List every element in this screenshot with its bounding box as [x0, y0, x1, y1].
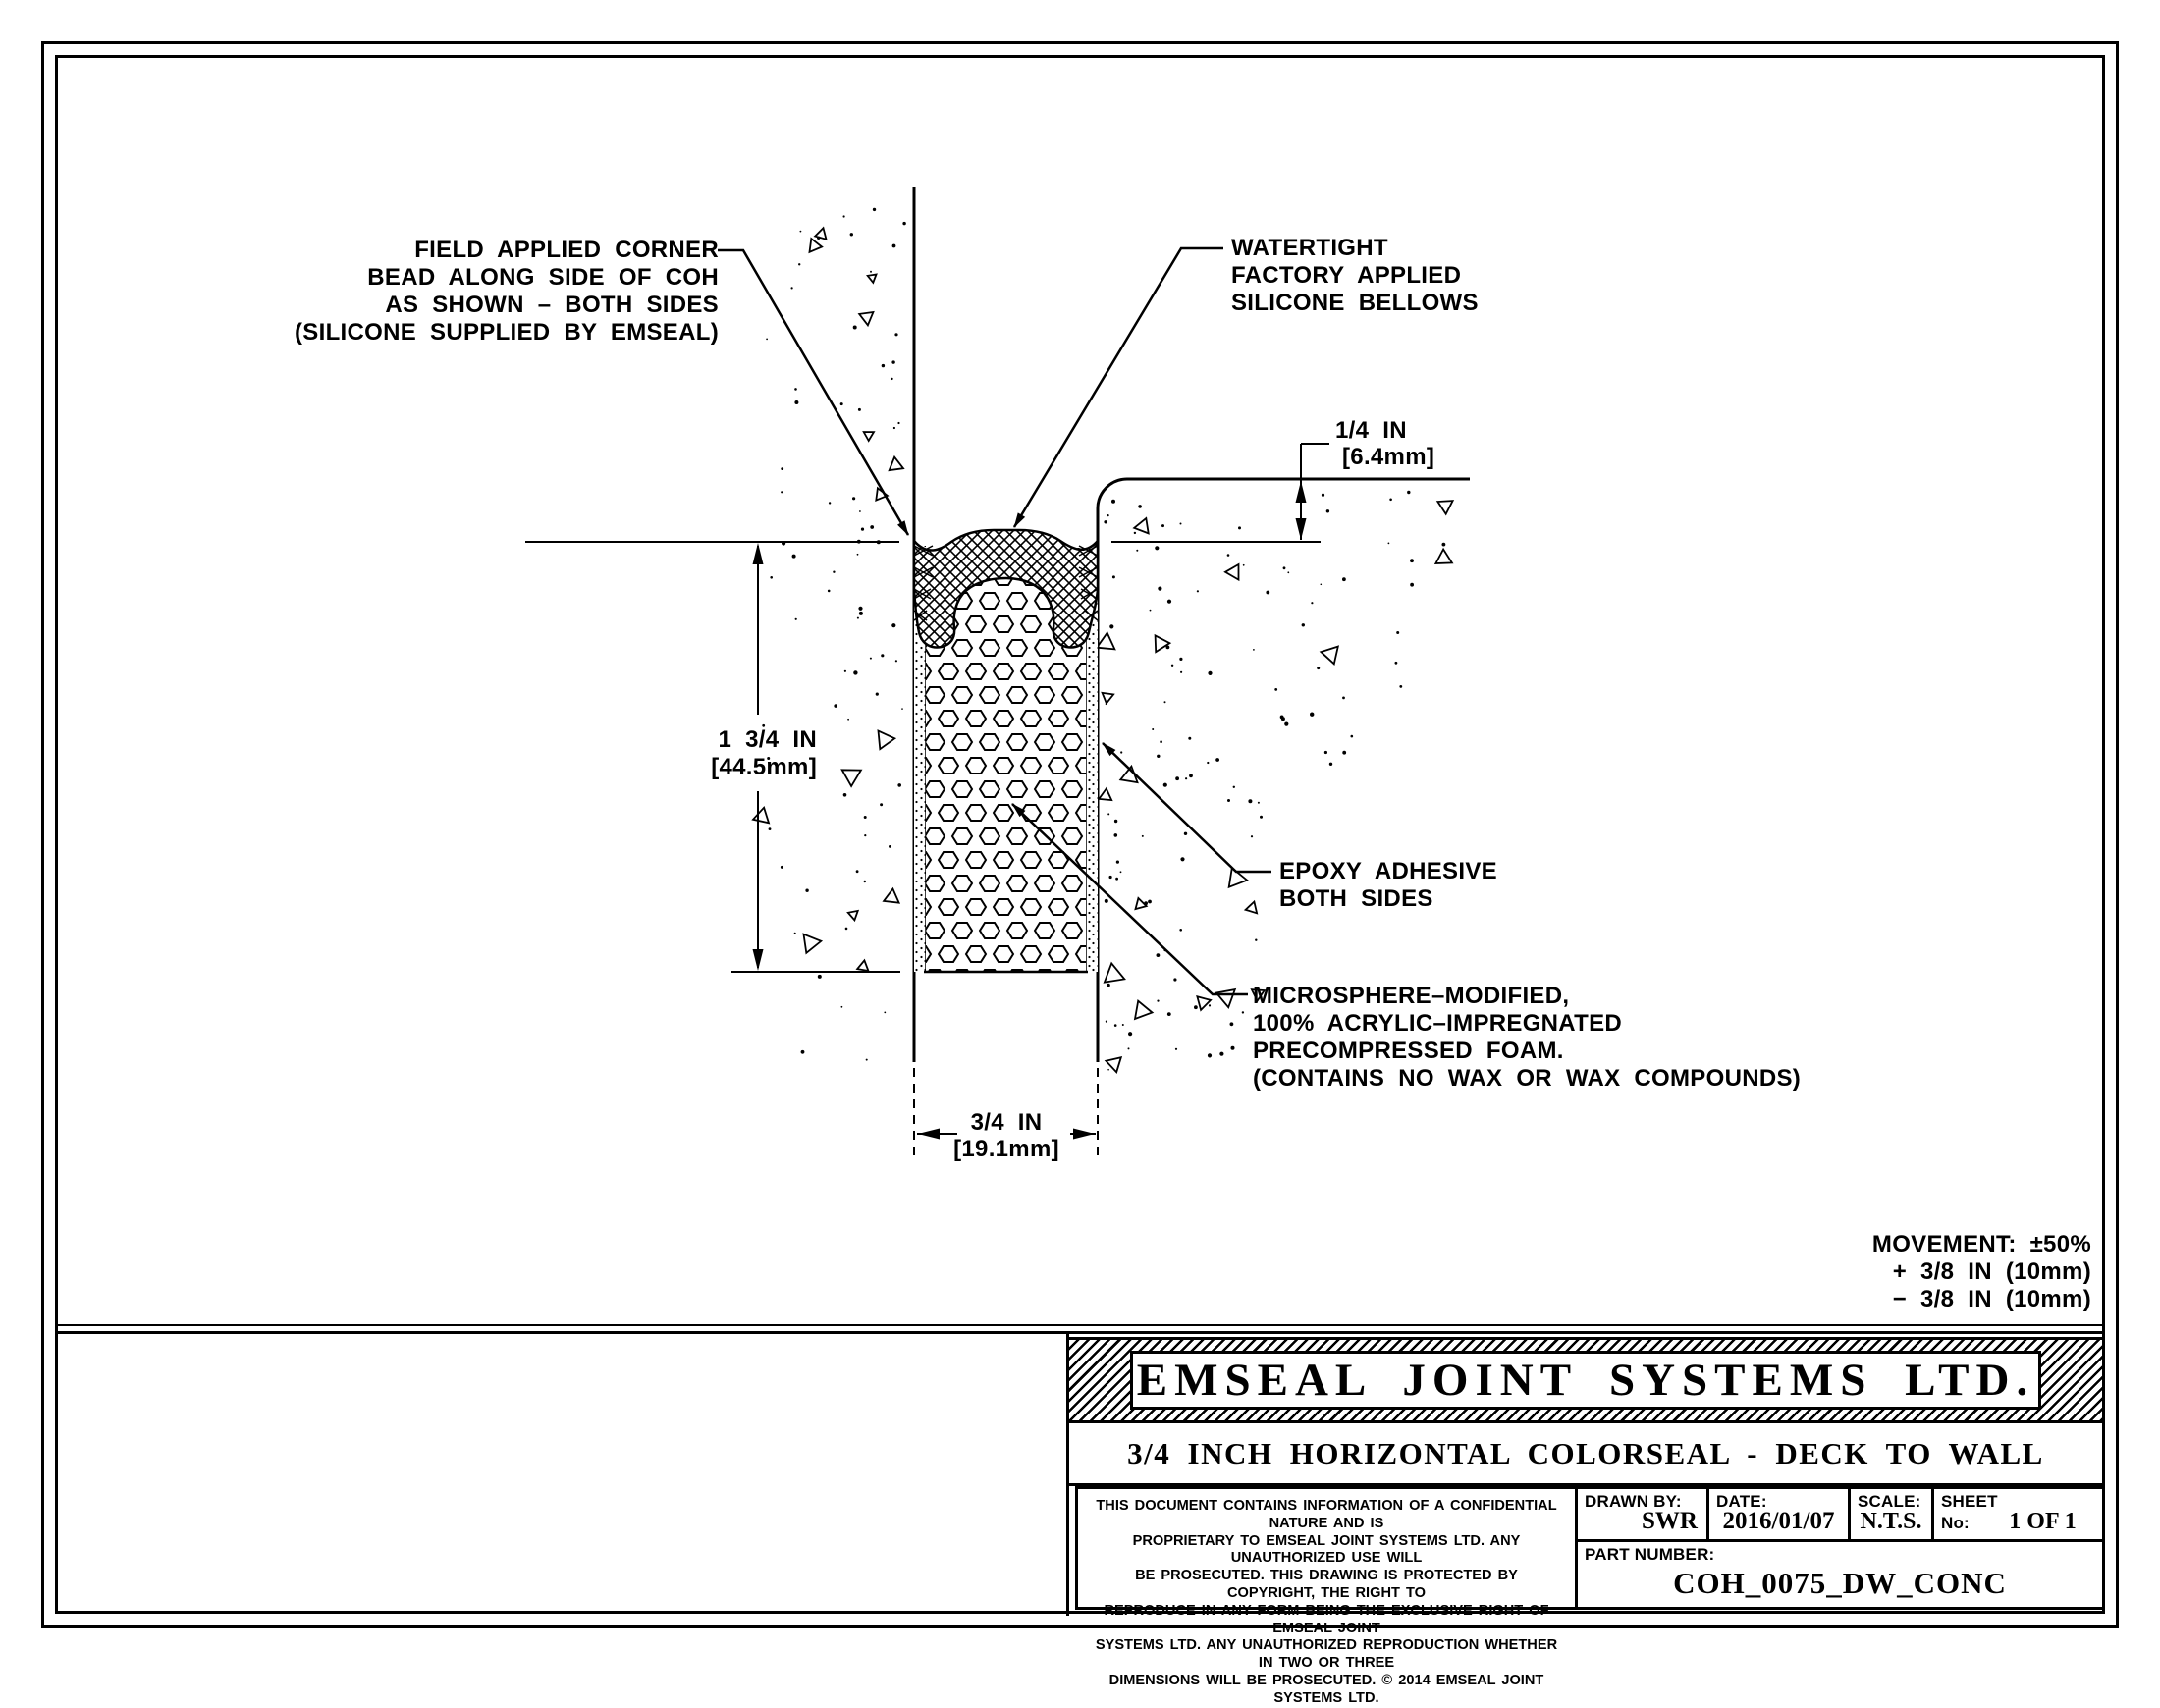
- field-date: [1706, 1486, 1851, 1542]
- legal-line: SYSTEMS LTD. ANY UNAUTHORIZED REPRODUCTION WHETHER IN TWO OR THREE: [1095, 1637, 1558, 1672]
- callout-line: MICROSPHERE–MODIFIED,: [1253, 983, 1570, 1009]
- movement-note: [1765, 1231, 2091, 1313]
- field-drawn-by: [1575, 1486, 1709, 1542]
- callout-line: AS SHOWN – BOTH SIDES: [385, 292, 719, 318]
- company-name: EMSEAL JOINT SYSTEMS LTD.: [1136, 1355, 2035, 1406]
- drawing-title: 3/4 INCH HORIZONTAL COLORSEAL - DECK TO WALL: [1127, 1435, 2044, 1470]
- callout-foam: [1253, 983, 1801, 1093]
- dim-value-metric: [44.5mm]: [711, 754, 817, 780]
- company-name-box: [1130, 1351, 2041, 1410]
- movement-line: + 3/8 IN (10mm): [1892, 1258, 2091, 1285]
- callout-line: PRECOMPRESSED FOAM.: [1253, 1038, 1564, 1064]
- movement-line: MOVEMENT: ±50%: [1871, 1231, 2091, 1257]
- wall-concrete-texture: [753, 208, 906, 1061]
- legal-line: REPRODUCE IN ANY FORM BEING THE EXCLUSIVE RIGHT OF EMSEAL JOINT: [1104, 1602, 1549, 1636]
- part-number-value: COH_0075_DW_CONC: [1673, 1566, 2007, 1600]
- drawing-title-row: [1066, 1420, 2105, 1486]
- field-sheet: [1931, 1486, 2105, 1542]
- field-scale: [1848, 1486, 1934, 1542]
- legal-line: THIS DOCUMENT CONTAINS INFORMATION OF A CONFIDENTIAL NATURE AND IS: [1096, 1498, 1557, 1531]
- dim-value-metric: [6.4mm]: [1342, 444, 1435, 470]
- callout-line: BOTH SIDES: [1279, 885, 1433, 912]
- callout-line: FACTORY APPLIED: [1231, 262, 1462, 289]
- sheet-no-label: No:: [1941, 1514, 1970, 1532]
- dim-value: 1/4 IN: [1335, 417, 1407, 444]
- legal-line: BE PROSECUTED. THIS DRAWING IS PROTECTED BY COPYRIGHT, THE RIGHT TO: [1135, 1568, 1518, 1601]
- callout-line: BEAD ALONG SIDE OF COH: [367, 264, 719, 291]
- legal-line: PROPRIETARY TO EMSEAL JOINT SYSTEMS LTD. ANY UNAUTHORIZED USE WILL: [1132, 1532, 1521, 1567]
- callout-epoxy: [1279, 858, 1497, 913]
- drawn-by-label: DRAWN BY:: [1585, 1492, 1682, 1511]
- callout-line: 100% ACRYLIC–IMPREGNATED: [1253, 1010, 1623, 1037]
- dim-recess-text: [1335, 417, 1434, 470]
- sheet-value: 1 OF 1: [2009, 1509, 2077, 1534]
- field-part-number: [1575, 1539, 2105, 1610]
- callout-line: (SILICONE SUPPLIED BY EMSEAL): [295, 319, 719, 346]
- movement-line: − 3/8 IN (10mm): [1892, 1286, 2091, 1312]
- callout-line: WATERTIGHT: [1231, 235, 1388, 261]
- dim-depth-text: [628, 726, 817, 781]
- part-number-label: PART NUMBER:: [1585, 1545, 1715, 1564]
- dim-value: 3/4 IN: [970, 1109, 1043, 1136]
- dim-value-metric: [19.1mm]: [953, 1136, 1059, 1162]
- legal-notice: [1075, 1486, 1578, 1706]
- dim-recess-lines: [1301, 444, 1329, 540]
- date-label: DATE:: [1716, 1492, 1767, 1511]
- scale-label: SCALE:: [1858, 1492, 1921, 1511]
- scale-value: N.T.S.: [1860, 1509, 1922, 1534]
- callout-line: (CONTAINS NO WAX OR WAX COMPOUNDS): [1253, 1065, 1802, 1092]
- titleblock-separator-top: [55, 1324, 2105, 1326]
- dim-width-text: [908, 1109, 1105, 1162]
- callout-line: EPOXY ADHESIVE: [1279, 858, 1497, 884]
- dim-value: 1 3/4 IN: [718, 726, 817, 753]
- callout-corner-bead: [295, 237, 719, 347]
- sheet-label: SHEET: [1941, 1492, 1998, 1511]
- company-band: [1066, 1337, 2105, 1423]
- drawn-by-value: SWR: [1642, 1508, 1698, 1534]
- callout-bellows: [1231, 235, 1479, 317]
- date-value: 2016/01/07: [1722, 1508, 1835, 1534]
- legal-line: DIMENSIONS WILL BE PROSECUTED. © 2014 EMSEAL JOINT SYSTEMS LTD.: [1108, 1672, 1544, 1706]
- callout-line: FIELD APPLIED CORNER: [414, 237, 719, 263]
- titleblock-separator-bottom: [55, 1331, 2105, 1334]
- callout-line: SILICONE BELLOWS: [1231, 290, 1479, 316]
